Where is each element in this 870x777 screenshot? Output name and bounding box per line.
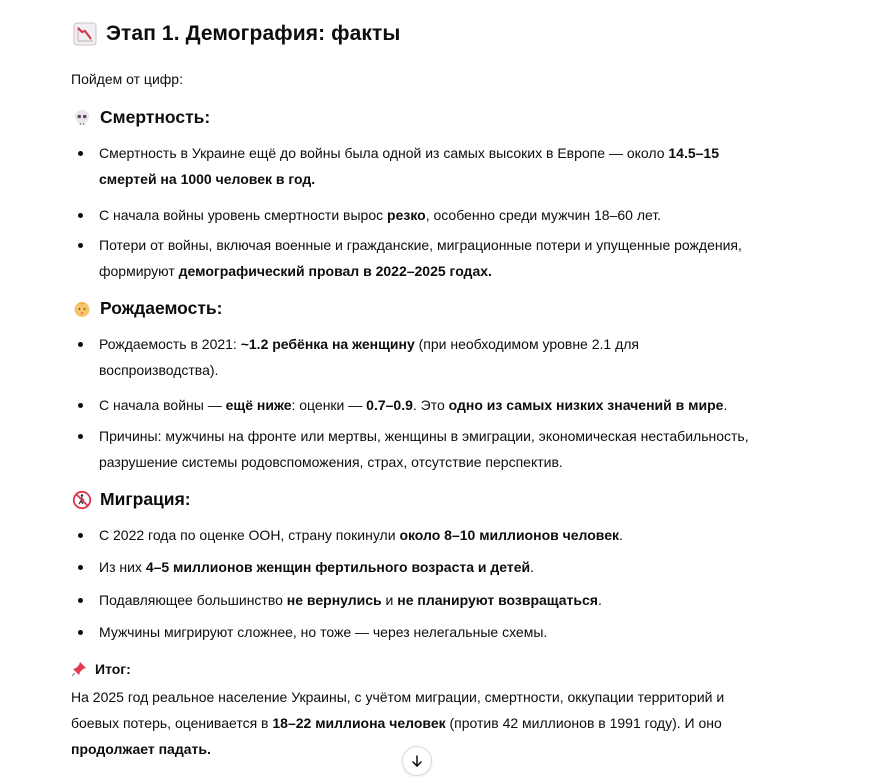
no-pedestrians-icon (72, 490, 92, 510)
message-heading (73, 22, 400, 46)
text-segment: , особенно среди мужчин 18–60 лет. (425, 207, 662, 223)
bold-text: одно из самых низких значений в мире (448, 397, 724, 413)
text-segment: . (530, 559, 535, 575)
bold-text: не вернулись (286, 592, 382, 608)
section-heading-birthrate (72, 298, 223, 319)
skull-icon (72, 108, 92, 128)
bullet-dot (78, 403, 83, 408)
text-segment: . (723, 397, 728, 413)
bold-text: демографический провал в 2022–2025 годах. (178, 263, 492, 279)
bold-text: 0.7–0.9 (366, 397, 413, 413)
bullet-dot (78, 151, 83, 156)
text-segment: Мужчины мигрируют сложнее, но тоже — через нелегальные схемы. (99, 624, 548, 640)
bullet-dot (78, 342, 83, 347)
section-heading-mortality (72, 107, 210, 128)
list-item (78, 331, 758, 383)
intro-text: Пойдем от цифр: (71, 71, 183, 87)
list-item (78, 619, 758, 645)
text-segment: . Это (412, 397, 449, 413)
section-title: Смертность: (100, 107, 211, 127)
bold-text: 4–5 миллионов женщин фертильного возраста и детей (145, 559, 531, 575)
text-segment: На 2025 год реальное население Украины, с учётом миграции, смертности, оккупации территорий и боевых потерь, оценивается в (71, 689, 725, 731)
list-item (78, 522, 758, 548)
list-item-text (99, 522, 749, 548)
baby-icon (72, 299, 92, 319)
bullet-dot (78, 434, 83, 439)
text-segment: (при необходимом уровне 2.1 для воспроизводства). (99, 336, 640, 378)
list-item (78, 392, 758, 418)
list-item (78, 587, 758, 613)
list-item-text (99, 140, 749, 192)
section-title: Рождаемость: (100, 298, 223, 318)
list-item-text (99, 392, 749, 418)
bold-text: 18–22 миллиона человек (272, 715, 446, 731)
text-segment: и (381, 592, 398, 608)
list-item-text (99, 232, 749, 284)
heading-title: Этап 1. Демография: факты (106, 22, 401, 45)
summary-label: Итог: (95, 661, 131, 677)
text-segment: . (619, 527, 623, 543)
text-segment: Причины: мужчины на фронте или мертвы, женщины в эмиграции, экономическая нестабильность, разрушение системы родовспоможения, страх, отсутствие перспектив. (99, 428, 749, 470)
list-item (78, 232, 758, 284)
list-item-text (99, 619, 749, 645)
list-item-text (99, 202, 749, 228)
list-item-text (99, 554, 749, 580)
bold-text: 14.5–15 смертей на 1000 человек в год. (99, 145, 719, 187)
text-segment: (против 42 миллионов в 1991 году). И оно (445, 715, 722, 731)
arrow-down-icon (410, 754, 424, 768)
list-item (78, 554, 758, 580)
bold-text: около 8–10 миллионов человек (399, 527, 620, 543)
text-segment: С начала войны уровень смертности вырос (99, 207, 388, 223)
pushpin-icon (71, 661, 87, 677)
text-segment: Подавляющее большинство (99, 592, 287, 608)
bullet-dot (78, 243, 83, 248)
list-item (78, 140, 758, 192)
section-title: Миграция: (100, 489, 191, 509)
summary-label-row (71, 661, 131, 677)
bullet-dot (78, 213, 83, 218)
bullet-dot (78, 565, 83, 570)
bold-text: ещё ниже (225, 397, 292, 413)
section-heading-migration (72, 489, 191, 510)
chart-decreasing-icon (73, 22, 97, 46)
list-item-text (99, 587, 749, 613)
text-segment: С 2022 года по оценке ООН, страну покинули (99, 527, 400, 543)
text-segment: Потери от войны, включая военные и гражданские, миграционные потери и упущенные рождения, формируют (99, 237, 742, 279)
bold-text: продолжает падать. (71, 741, 211, 757)
text-segment: Смертность в Украине ещё до войны была одной из самых высоких в Европе — около (99, 145, 669, 161)
bullet-dot (78, 630, 83, 635)
bullet-dot (78, 598, 83, 603)
list-item-text (99, 423, 749, 475)
list-item (78, 423, 758, 475)
text-segment: . (597, 592, 602, 608)
bold-text: не планируют возвращаться (397, 592, 598, 608)
bold-text: резко (387, 207, 426, 223)
text-segment: Рождаемость в 2021: (99, 336, 241, 352)
text-segment: Из них (99, 559, 146, 575)
scroll-down-button[interactable] (402, 746, 432, 776)
text-segment: : оценки — (291, 397, 367, 413)
bold-text: ~1.2 ребёнка на женщину (240, 336, 415, 352)
text-segment: С начала войны — (99, 397, 226, 413)
bullet-dot (78, 533, 83, 538)
list-item (78, 202, 758, 228)
list-item-text (99, 331, 749, 383)
